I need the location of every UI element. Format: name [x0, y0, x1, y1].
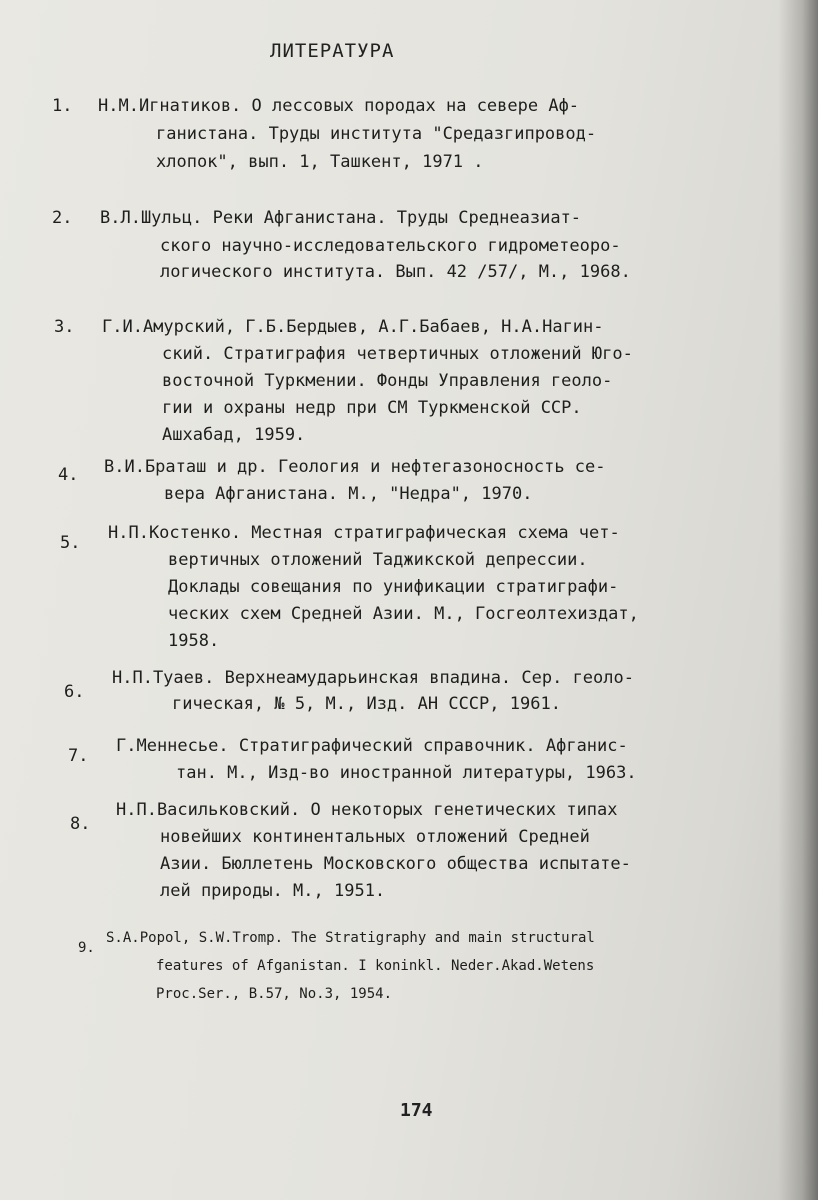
- reference-number: 7.: [68, 746, 89, 766]
- page-number: 174: [400, 1100, 433, 1121]
- reference-line: S.A.Popol, S.W.Tromp. The Stratigraphy and main structural: [106, 930, 595, 946]
- reference-number: 6.: [64, 682, 85, 702]
- reference-line: хлопок", вып. 1, Ташкент, 1971 .: [156, 152, 484, 172]
- reference-line: Г.Меннесье. Стратиграфический справочник. Афганис-: [116, 736, 628, 756]
- reference-number: 1.: [52, 96, 73, 116]
- reference-line: Proc.Ser., B.57, No.3, 1954.: [156, 986, 393, 1002]
- reference-line: ский. Стратиграфия четвертичных отложений Юго-: [162, 344, 633, 364]
- reference-number: 4.: [58, 465, 79, 485]
- reference-line: вертичных отложений Таджикской депрессии.: [168, 550, 588, 570]
- reference-line: Г.И.Амурский, Г.Б.Бердыев, А.Г.Бабаев, Н.А.Нагин-: [102, 317, 604, 337]
- reference-line: лей природы. М., 1951.: [160, 881, 386, 901]
- reference-line: Доклады совещания по унификации стратиграфи-: [168, 577, 619, 597]
- reference-line: В.И.Браташ и др. Геология и нефтегазоносность се-: [104, 457, 606, 477]
- reference-number: 2.: [52, 208, 73, 228]
- reference-line: Н.П.Костенко. Местная стратиграфическая схема чет-: [108, 523, 620, 543]
- reference-line: Н.П.Туаев. Верхнеамударьинская впадина. Сер. геоло-: [112, 668, 634, 688]
- reference-number: 8.: [70, 814, 91, 834]
- reference-line: новейших континентальных отложений Средней: [160, 827, 590, 847]
- reference-line: гии и охраны недр при СМ Туркменской ССР.: [162, 398, 582, 418]
- reference-line: Н.П.Васильковский. О некоторых генетических типах: [116, 800, 618, 820]
- reference-line: Ашхабад, 1959.: [162, 425, 306, 445]
- reference-number: 3.: [54, 317, 75, 337]
- reference-line: Н.М.Игнатиков. О лессовых породах на севере Аф-: [98, 96, 580, 116]
- page-heading: ЛИТЕРАТУРА: [270, 40, 395, 62]
- page-edge-shadow: [778, 0, 818, 1200]
- reference-line: Азии. Бюллетень Московского общества испытате-: [160, 854, 631, 874]
- reference-line: гическая, № 5, М., Изд. АН СССР, 1961.: [172, 694, 561, 714]
- reference-line: ского научно-исследовательского гидрометеоро-: [160, 236, 621, 256]
- reference-number: 9.: [78, 940, 95, 956]
- reference-line: features of Afganistan. I koninkl. Neder.Akad.Wetens: [156, 958, 595, 974]
- reference-line: 1958.: [168, 631, 220, 651]
- reference-line: ганистана. Труды института "Средазгипровод-: [156, 124, 597, 144]
- reference-line: вера Афганистана. М., "Недра", 1970.: [164, 484, 533, 504]
- reference-line: восточной Туркмении. Фонды Управления геоло-: [162, 371, 613, 391]
- reference-line: В.Л.Шульц. Реки Афганистана. Труды Среднеазиат-: [100, 208, 582, 228]
- reference-line: логического института. Вып. 42 /57/, М., 1968.: [160, 262, 631, 282]
- reference-line: ческих схем Средней Азии. М., Госгеолтехиздат,: [168, 604, 639, 624]
- reference-line: тан. М., Изд-во иностранной литературы, 1963.: [176, 763, 637, 783]
- reference-number: 5.: [60, 533, 81, 553]
